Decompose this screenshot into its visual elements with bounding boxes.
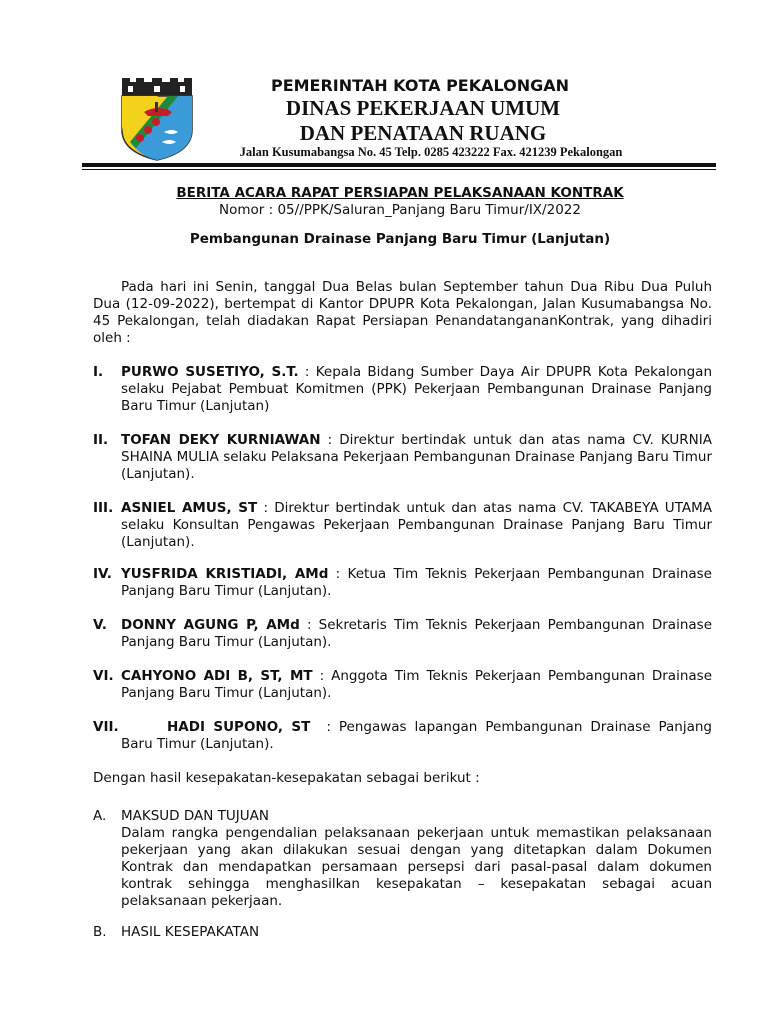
department-name-line1: DINAS PEKERJAAN UMUM: [285, 96, 561, 120]
attendee-name: YUSFRIDA KRISTIADI, AMd: [121, 566, 329, 582]
section-letter: A.: [93, 808, 107, 824]
attendee-role: : Kepala Bidang Sumber Daya Air DPUPR Kota Pekalongan selaku Pejabat Pembuat Komitmen (PPK) Pekerjaan Pembangunan Drainase Panjang Baru Timur (Lanjutan): [121, 364, 712, 414]
attendee-name: HADI SUPONO, ST: [167, 719, 311, 735]
attendee-item: [93, 668, 712, 702]
attendee-role: : Direktur bertindak untuk dan atas nama CV. TAKABEYA UTAMA selaku Konsultan Pengawas Pekerjaan Pembangunan Drainase Panjang Baru Timur (Lanjutan).: [121, 500, 713, 550]
attendee-number: VI.: [93, 668, 114, 684]
section-a: [93, 808, 712, 910]
intro-paragraph: Pada hari ini Senin, tanggal Dua Belas bulan September tahun Dua Ribu Dua Puluh Dua (12-09-2022), bertempat di Kantor DPUPR Kota Pekalongan, Jalan Kusumabangsa No. 45 Pekalongan, telah diadakan Rapat Persiapan PenandatangananKontrak, yang dihadiri oleh :: [93, 279, 712, 346]
project-name: Pembangunan Drainase Panjang Baru Timur (Lanjutan): [189, 231, 611, 247]
letterhead-divider-thin: [82, 169, 716, 170]
document-title: BERITA ACARA RAPAT PERSIAPAN PELAKSANAAN KONTRAK: [176, 185, 624, 201]
attendee-role: : Anggota Tim Teknis Pekerjaan Pembangunan Drainase Panjang Baru Timur (Lanjutan).: [121, 668, 712, 701]
document-number: Nomor : 05//PPK/Saluran_Panjang Baru Timur/IX/2022: [219, 202, 581, 218]
attendee-item: [93, 500, 712, 551]
attendee-role: : Pengawas lapangan Pembangunan Drainase Panjang Baru Timur (Lanjutan).: [121, 719, 717, 752]
section-heading: MAKSUD DAN TUJUAN: [121, 808, 269, 824]
section-letter: B.: [93, 924, 107, 940]
attendee-item: [93, 432, 712, 483]
section-b: [93, 924, 712, 941]
attendee-number: VII.: [93, 719, 119, 735]
attendee-number: II.: [93, 432, 109, 448]
city-crest-icon: [118, 76, 196, 162]
section-heading: HASIL KESEPAKATAN: [121, 924, 260, 940]
agreement-intro: Dengan hasil kesepakatan-kesepakatan sebagai berikut :: [93, 770, 480, 786]
attendee-name: PURWO SUSETIYO, S.T.: [121, 364, 299, 380]
attendee-role: : Ketua Tim Teknis Pekerjaan Pembangunan Drainase Panjang Baru Timur (Lanjutan).: [121, 566, 712, 599]
office-address: Jalan Kusumabangsa No. 45 Telp. 0285 423222 Fax. 421239 Pekalongan: [239, 145, 623, 159]
attendee-number: V.: [93, 617, 107, 633]
government-name: PEMERINTAH KOTA PEKALONGAN: [270, 76, 570, 95]
letterhead: [0, 0, 768, 170]
department-name-line2: DAN PENATAAN RUANG: [299, 121, 547, 145]
attendee-name: ASNIEL AMUS, ST: [121, 500, 258, 516]
attendee-item: [93, 617, 712, 651]
letterhead-divider: [82, 163, 716, 167]
attendee-number: I.: [93, 364, 104, 380]
attendee-item: [93, 719, 717, 753]
attendee-item: [93, 364, 712, 415]
section-text: Dalam rangka pengendalian pelaksanaan pekerjaan untuk memastikan pelaksanaan pekerjaan yang akan dilakukan sesuai dengan yang ditetapkan dalam Dokumen Kontrak dan mendapatkan persamaan persepsi dari pasal-pasal dalam dokumen kontrak sehingga menghasilkan kesepakatan – kesepakatan sebagai acuan pelaksanaan pekerjaan.: [121, 825, 712, 909]
attendee-number: IV.: [93, 566, 112, 582]
attendee-name: CAHYONO ADI B, ST, MT: [121, 668, 313, 684]
attendee-role: : Sekretaris Tim Teknis Pekerjaan Pembangunan Drainase Panjang Baru Timur (Lanjutan).: [121, 617, 712, 650]
attendee-name: TOFAN DEKY KURNIAWAN: [121, 432, 321, 448]
attendee-name: DONNY AGUNG P, AMd: [121, 617, 300, 633]
attendee-item: [93, 566, 712, 600]
attendee-number: III.: [93, 500, 114, 516]
attendee-role: : Direktur bertindak untuk dan atas nama CV. KURNIA SHAINA MULIA selaku Pelaksana Pekerjaan Pembangunan Drainase Panjang Baru Timur (Lanjutan).: [121, 432, 712, 482]
